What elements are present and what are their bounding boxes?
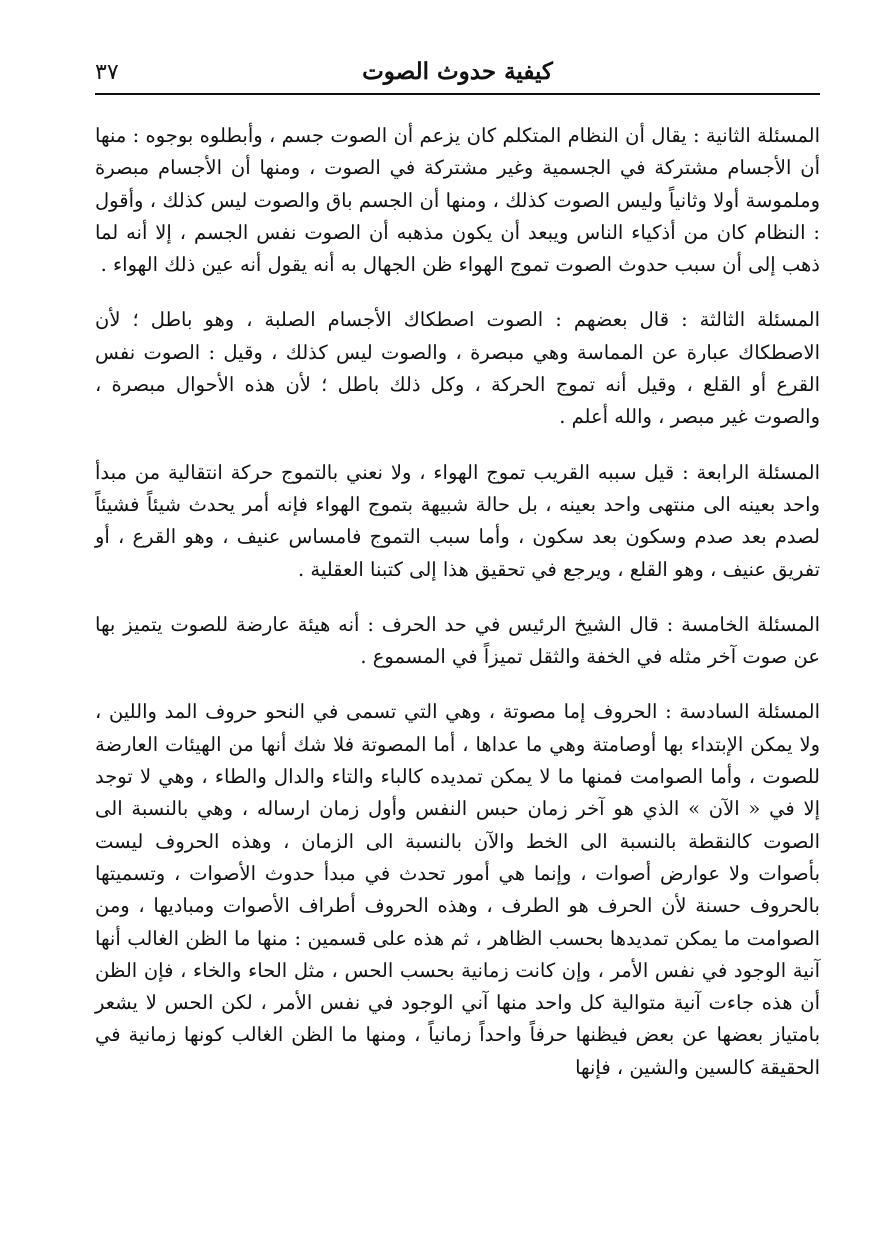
paragraph-issue-6: المسئلة السادسة : الحروف إما مصوتة ، وهي التي تسمى في النحو حروف المد واللين ، ولا يمكن الإبتداء بها أوصامتة وهي ما عداها ، أما المصوتة فلا شك أنها من الهيئات العارضة للصوت ، وأما الصوامت فمنها ما لا يمكن تمديده كالباء والتاء والدال والطاء ، وهي لا توجد إلا في « الآن » الذي هو آخر زمان حبس النفس وأول زمان ارساله ، وهي بالنسبة الى الصوت كالنقطة بالنسبة الى الخط والآن بالنسبة الى الزمان ، وهذه الحروف ليست بأصوات ولا عوارض أصوات ، وإنما هي أمور تحدث في مبدأ حدوث الأصوات ، وتسميتها بالحروف حسنة لأن الحرف هو الطرف ، وهذه الحروف أطراف الأصوات ومباديها ، ومن الصوامت ما يمكن تمديدها بحسب الظاهر ، ثم هذه على قسمين : منها ما الظن الغالب أنها آنية الوجود في نفس الأمر ، وإن كانت زمانية بحسب الحس ، مثل الحاء والخاء ، فإن الظن أن هذه جاءت آنية متوالية كل واحد منها آني الوجود في نفس الأمر ، لكن الحس لا يشعر بامتياز بعضها عن بعض فيظنها حرفاً واحداً زمانياً ، ومنها ما الظن الغالب كونها زمانية في الحقيقة كالسين والشين ، فإنها [95, 700, 820, 1079]
page-header [95, 50, 820, 96]
header-rule [95, 93, 820, 95]
paragraph-issue-4: المسئلة الرابعة : قيل سببه القريب تموج الهواء ، ولا نعني بالتموج حركة انتقالية من مبدأ واحد بعينه الى منتهى واحد بعينه ، بل حالة شبيهة بتموج الهواء فإنه أمر يحدث شيئاً فشيئاً لصدم بعد صدم وسكون بعد سكون ، وأما سبب التموج فامساس عنيف ، وهو القرع ، أو تفريق عنيف ، وهو القلع ، ويرجع في تحقيق هذا إلى كتبنا العقلية . [95, 460, 820, 581]
paragraph-issue-5: المسئلة الخامسة : قال الشيخ الرئيس في حد الحرف : أنه هيئة عارضة للصوت يتميز بها عن صوت آخر مثله في الخفة والثقل تميزاً في المسموع . [95, 612, 820, 669]
page-body [95, 120, 820, 1084]
page-number: ٣٧ [95, 60, 119, 85]
paragraph-issue-3: المسئلة الثالثة : قال بعضهم : الصوت اصطكاك الأجسام الصلبة ، وهو باطل ؛ لأن الاصطكاك عبارة عن المماسة وهي مبصرة ، والصوت ليس كذلك ، وقيل : الصوت نفس القرع أو القلع ، وقيل أنه تموج الحركة ، وكل ذلك باطل ؛ لأن هذه الأحوال مبصرة ، والصوت غير مبصر ، والله أعلم . [95, 308, 820, 429]
running-title: كيفية حدوث الصوت [362, 58, 553, 85]
paragraph-issue-2: المسئلة الثانية : يقال أن النظام المتكلم كان يزعم أن الصوت جسم ، وأبطلوه بوجوه : منها أن الأجسام مشتركة في الجسمية وغير مشتركة في الصوت ، ومنها أن الأجسام مبصرة وملموسة أولا وثانياً وليس الصوت كذلك ، ومنها أن الجسم باق والصوت ليس كذلك ، وأقول : النظام كان من أذكياء الناس ويبعد أن يكون مذهبه أن الصوت نفس الجسم ، إلا أنه لما ذهب إلى أن سبب حدوث الصوت تموج الهواء ظن الجهال به أنه يقول أنه عين ذلك الهواء . [95, 124, 820, 277]
